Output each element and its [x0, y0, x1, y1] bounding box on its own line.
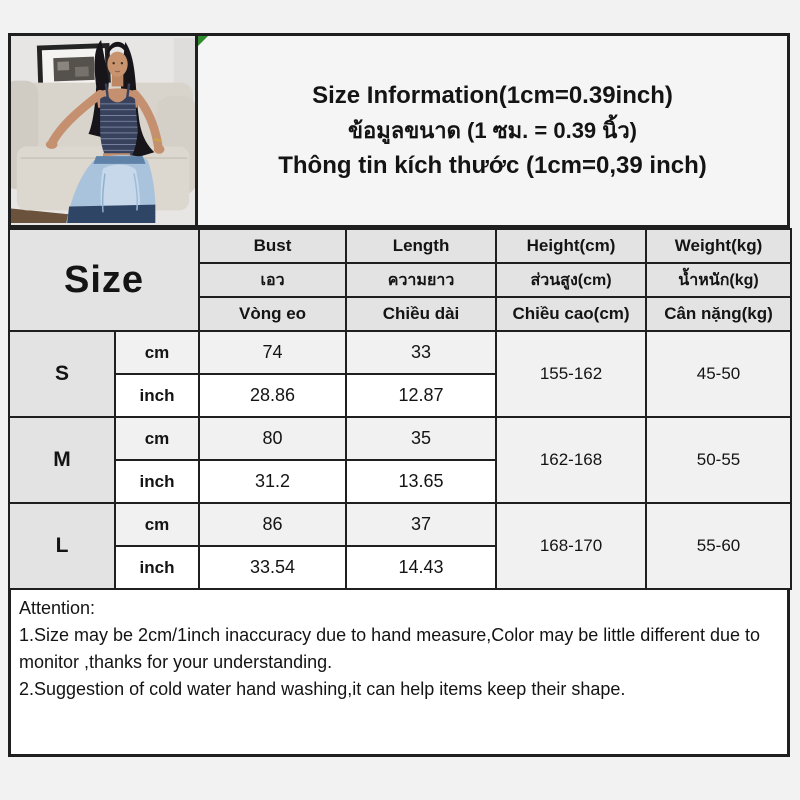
size-info-header	[198, 33, 790, 228]
attention-note-2: 2.Suggestion of cold water hand washing,it can help items keep their shape.	[19, 679, 626, 699]
bust-cm-l: 86	[199, 503, 346, 546]
height-range-m: 162-168	[496, 417, 646, 503]
bust-inch-s: 28.86	[199, 374, 346, 417]
title-thai: ข้อมูลขนาด (1 ซม. = 0.39 นิ้ว)	[347, 118, 637, 143]
unit-label-inch: inch	[115, 460, 199, 503]
length-inch-s: 12.87	[346, 374, 496, 417]
top-band	[8, 33, 790, 228]
header-weight-en: Weight(kg)	[646, 229, 791, 263]
length-inch-l: 14.43	[346, 546, 496, 589]
size-chart-sheet	[8, 33, 790, 757]
attention-note-1: 1.Size may be 2cm/1inch inaccuracy due to hand measure,Color may be little different due to monitor ,thanks for your understanding.	[19, 625, 761, 672]
header-weight-vi: Cân nặng(kg)	[646, 297, 791, 331]
unit-label-cm: cm	[115, 417, 199, 460]
header-bust-vi: Vòng eo	[199, 297, 346, 331]
header-height-en: Height(cm)	[496, 229, 646, 263]
bust-cm-m: 80	[199, 417, 346, 460]
height-range-l: 168-170	[496, 503, 646, 589]
unit-label-cm: cm	[115, 503, 199, 546]
model-on-sofa-illustration	[11, 36, 195, 225]
title-vietnamese: Thông tin kích thước (1cm=0,39 inch)	[278, 152, 707, 179]
bust-inch-m: 31.2	[199, 460, 346, 503]
header-bust-en: Bust	[199, 229, 346, 263]
attention-box	[8, 590, 790, 757]
size-cell-l: L	[9, 503, 115, 589]
header-length-th: ความยาว	[346, 263, 496, 297]
header-height-vi: Chiều cao(cm)	[496, 297, 646, 331]
size-cell-s: S	[9, 331, 115, 417]
length-cm-s: 33	[346, 331, 496, 374]
size-column-header: Size	[9, 229, 199, 331]
weight-range-s: 45-50	[646, 331, 791, 417]
header-height-th: ส่วนสูง(cm)	[496, 263, 646, 297]
size-table	[8, 228, 792, 590]
header-length-en: Length	[346, 229, 496, 263]
attention-title: Attention:	[19, 598, 96, 618]
bust-cm-s: 74	[199, 331, 346, 374]
title-english: Size Information(1cm=0.39inch)	[312, 82, 673, 109]
product-photo	[8, 33, 198, 228]
comment-marker-icon	[198, 36, 208, 46]
header-length-vi: Chiều dài	[346, 297, 496, 331]
weight-range-l: 55-60	[646, 503, 791, 589]
unit-label-cm: cm	[115, 331, 199, 374]
length-inch-m: 13.65	[346, 460, 496, 503]
header-weight-th: น้ำหนัก(kg)	[646, 263, 791, 297]
weight-range-m: 50-55	[646, 417, 791, 503]
unit-label-inch: inch	[115, 546, 199, 589]
unit-label-inch: inch	[115, 374, 199, 417]
height-range-s: 155-162	[496, 331, 646, 417]
bust-inch-l: 33.54	[199, 546, 346, 589]
header-bust-th: เอว	[199, 263, 346, 297]
length-cm-l: 37	[346, 503, 496, 546]
length-cm-m: 35	[346, 417, 496, 460]
size-cell-m: M	[9, 417, 115, 503]
